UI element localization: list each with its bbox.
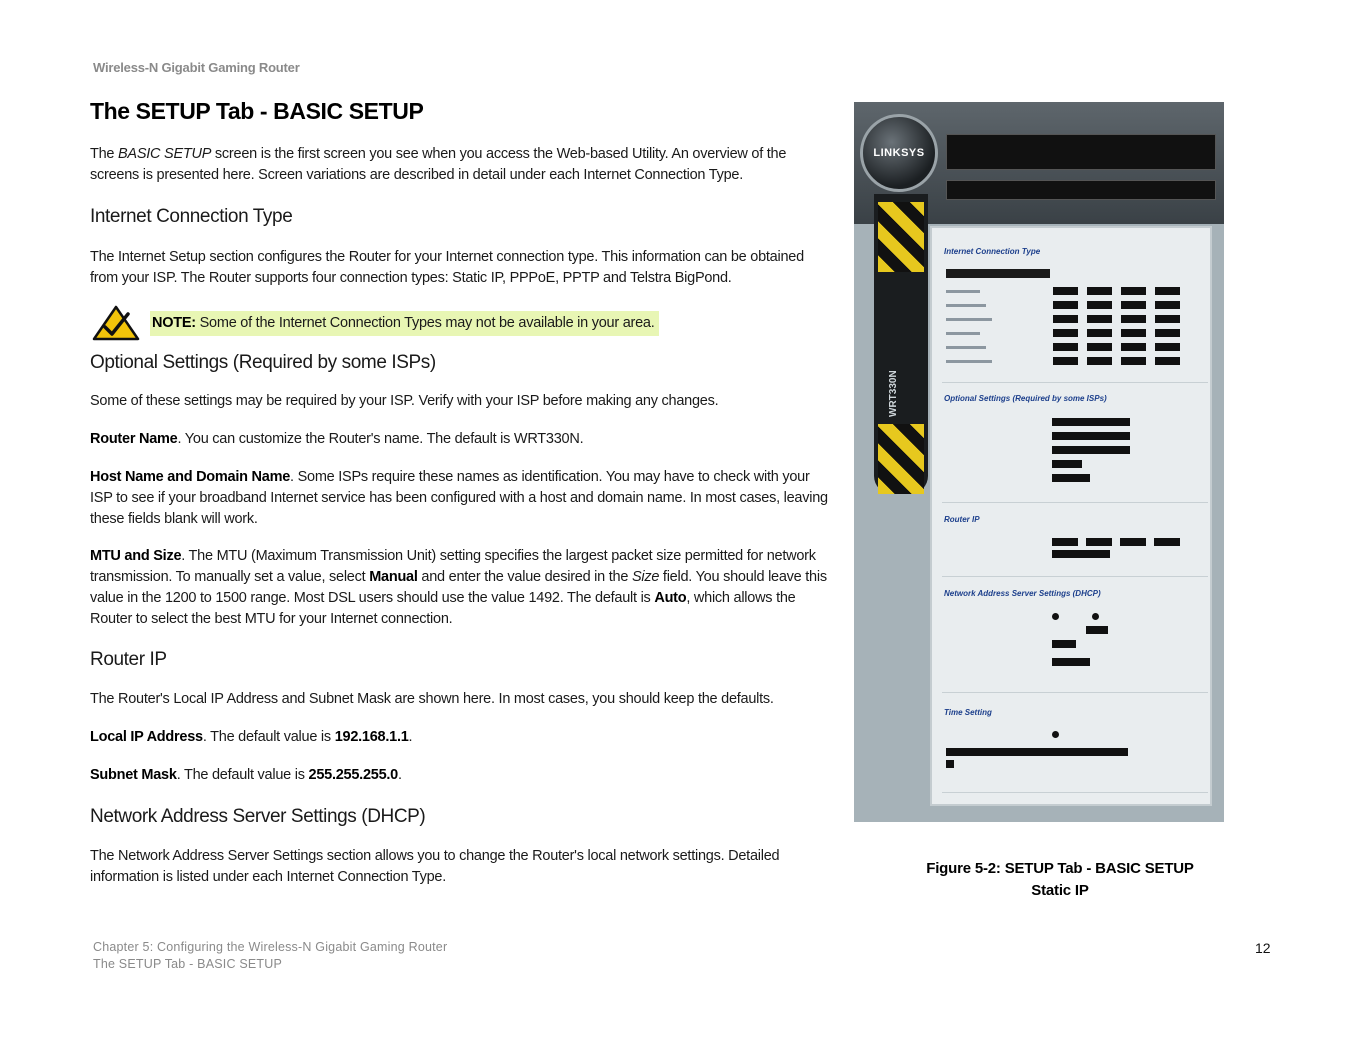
- figure-local-ip-octet: [1120, 538, 1146, 546]
- figure-ip-octet: [1121, 287, 1146, 295]
- figure-local-ip-octet: [1154, 538, 1180, 546]
- dhcp-paragraph: The Network Address Server Settings section allows you to change the Router's local network settings. Detailed information is listed under each Internet Connection Type.: [90, 848, 780, 885]
- figure-host-name-field: [1052, 432, 1130, 440]
- mtu-paragraph: MTU and Size. The MTU (Maximum Transmission Unit) setting specifies the largest packet size permitted for network transmission. To manually set a value, select Manual and enter the value desired in the Size field. You should leave this value in the 1200 to 1500 range. Most DSL users should use the value 1492. The default is Auto, which allows the Router to select the best MTU for your Internet connection.: [90, 548, 827, 627]
- setup-screenshot-figure: [854, 102, 1224, 822]
- figure-field-label: [946, 290, 980, 293]
- figure-field-label: [946, 304, 986, 307]
- figure-ip-octet: [1155, 329, 1180, 337]
- figure-ip-octet: [1155, 315, 1180, 323]
- figure-ip-octet: [1053, 301, 1078, 309]
- hazard-stripe-top: [878, 202, 924, 272]
- figure-ip-octet: [1087, 301, 1112, 309]
- body-content: [90, 144, 835, 888]
- figure-ip-octet: [1155, 343, 1180, 351]
- figure-section-ict: Internet Connection Type: [944, 247, 1041, 256]
- figure-ip-octet: [1053, 329, 1078, 337]
- figure-ip-octet: [1155, 287, 1180, 295]
- hazard-stripe-column: [874, 194, 928, 494]
- figure-mtu-select: [1052, 460, 1082, 468]
- figure-ip-octet: [1121, 301, 1146, 309]
- page-number: 12: [1255, 940, 1271, 956]
- figure-field-label: [946, 346, 986, 349]
- figure-radio-icon: [1092, 613, 1099, 620]
- ict-paragraph: The Internet Setup section configures the Router for your Internet connection type. This information can be obtained from your ISP. The Router supports four connection types: Static IP, PPPoE, PPTP and Telstra BigPond.: [90, 249, 804, 286]
- figure-max-users-field: [1052, 640, 1076, 648]
- footer-section: The SETUP Tab - BASIC SETUP: [93, 957, 283, 971]
- figure-divider: [942, 792, 1208, 793]
- figure-radio-icon: [1052, 731, 1059, 738]
- hazard-stripe-bottom: [878, 424, 924, 494]
- figure-section-optional: Optional Settings (Required by some ISPs): [944, 394, 1107, 403]
- heading-dhcp: Network Address Server Settings (DHCP): [90, 806, 426, 827]
- figure-ip-octet: [1121, 315, 1146, 323]
- figure-ip-octet: [1121, 357, 1146, 365]
- footer: [93, 939, 447, 973]
- figure-ip-octet: [1087, 343, 1112, 351]
- figure-radio-icon: [1052, 613, 1059, 620]
- figure-ip-octet: [1053, 315, 1078, 323]
- figure-ip-octet: [1053, 343, 1078, 351]
- local-ip-paragraph: Local IP Address. The default value is 192.168.1.1.: [90, 729, 413, 745]
- figure-ip-octet: [1155, 357, 1180, 365]
- figure-ip-octet: [1121, 329, 1146, 337]
- figure-ip-octet: [1155, 301, 1180, 309]
- figure-router-name-field: [1052, 418, 1130, 426]
- figure-ip-octet: [1087, 329, 1112, 337]
- router-ip-paragraph: The Router's Local IP Address and Subnet Mask are shown here. In most cases, you should keep the defaults.: [90, 691, 774, 707]
- basic-setup-emphasis: BASIC SETUP: [118, 146, 212, 162]
- heading-router-ip: Router IP: [90, 649, 167, 670]
- figure-local-ip-octet: [1086, 538, 1112, 546]
- model-label: WRT330N: [888, 370, 899, 418]
- figure-subtab-bar: [946, 180, 1216, 200]
- figure-ip-octet: [1087, 357, 1112, 365]
- heading-internet-connection-type: Internet Connection Type: [90, 206, 293, 227]
- figure-ip-octet: [1087, 315, 1112, 323]
- note-callout: [90, 303, 835, 343]
- figure-section-router-ip: Router IP: [944, 515, 980, 524]
- figure-divider: [942, 382, 1208, 383]
- router-name-paragraph: Router Name. You can customize the Router's name. The default is WRT330N.: [90, 431, 584, 447]
- figure-lease-time-field: [1052, 658, 1090, 666]
- figure-time-zone-select: [946, 748, 1128, 756]
- figure-subnet-select: [1052, 550, 1110, 558]
- figure-divider: [942, 576, 1208, 577]
- figure-divider: [942, 502, 1208, 503]
- footer-chapter: Chapter 5: Configuring the Wireless-N Gigabit Gaming Router: [93, 940, 448, 954]
- figure-ip-octet: [1121, 343, 1146, 351]
- figure-size-field: [1052, 474, 1090, 482]
- figure-field-label: [946, 318, 992, 321]
- heading-optional-settings: Optional Settings (Required by some ISPs): [90, 352, 436, 373]
- intro-paragraph: The BASIC SETUP screen is the first screen you see when you access the Web-based Utility. An overview of the screens is presented here. Screen variations are described in detail under each Internet Connection Type.: [90, 146, 787, 183]
- figure-domain-name-field: [1052, 446, 1130, 454]
- figure-caption: Figure 5-2: SETUP Tab - BASIC SETUP Static IP: [926, 860, 1194, 899]
- subnet-paragraph: Subnet Mask. The default value is 255.255.255.0.: [90, 767, 402, 783]
- figure-ip-octet: [1053, 287, 1078, 295]
- figure-local-ip-octet: [1052, 538, 1078, 546]
- running-head: Wireless-N Gigabit Gaming Router: [93, 60, 300, 75]
- figure-ip-octet: [1087, 287, 1112, 295]
- figure-divider: [942, 692, 1208, 693]
- figure-tab-bar: [946, 134, 1216, 170]
- figure-connection-select: [946, 269, 1050, 278]
- note-text: NOTE: Some of the Internet Connection Types may not be available in your area.: [150, 311, 659, 336]
- figure-field-label: [946, 332, 980, 335]
- figure-start-ip-field: [1086, 626, 1108, 634]
- figure-checkbox-icon: [946, 760, 954, 768]
- figure-section-time: Time Setting: [944, 708, 992, 717]
- figure-section-dhcp: Network Address Server Settings (DHCP): [944, 589, 1101, 598]
- optional-paragraph: Some of these settings may be required by your ISP. Verify with your ISP before making any changes.: [90, 393, 719, 409]
- page-title: The SETUP Tab - BASIC SETUP: [90, 98, 424, 124]
- figure-field-label: [946, 360, 992, 363]
- figure-ip-octet: [1053, 357, 1078, 365]
- host-domain-paragraph: Host Name and Domain Name. Some ISPs require these names as identification. You may have to check with your ISP to see if your broadband Internet service has been configured with a host and domain name. In most cases, leaving these fields blank will work.: [90, 469, 828, 527]
- warning-check-icon: [92, 305, 140, 341]
- linksys-logo: LINKSYS: [860, 114, 938, 192]
